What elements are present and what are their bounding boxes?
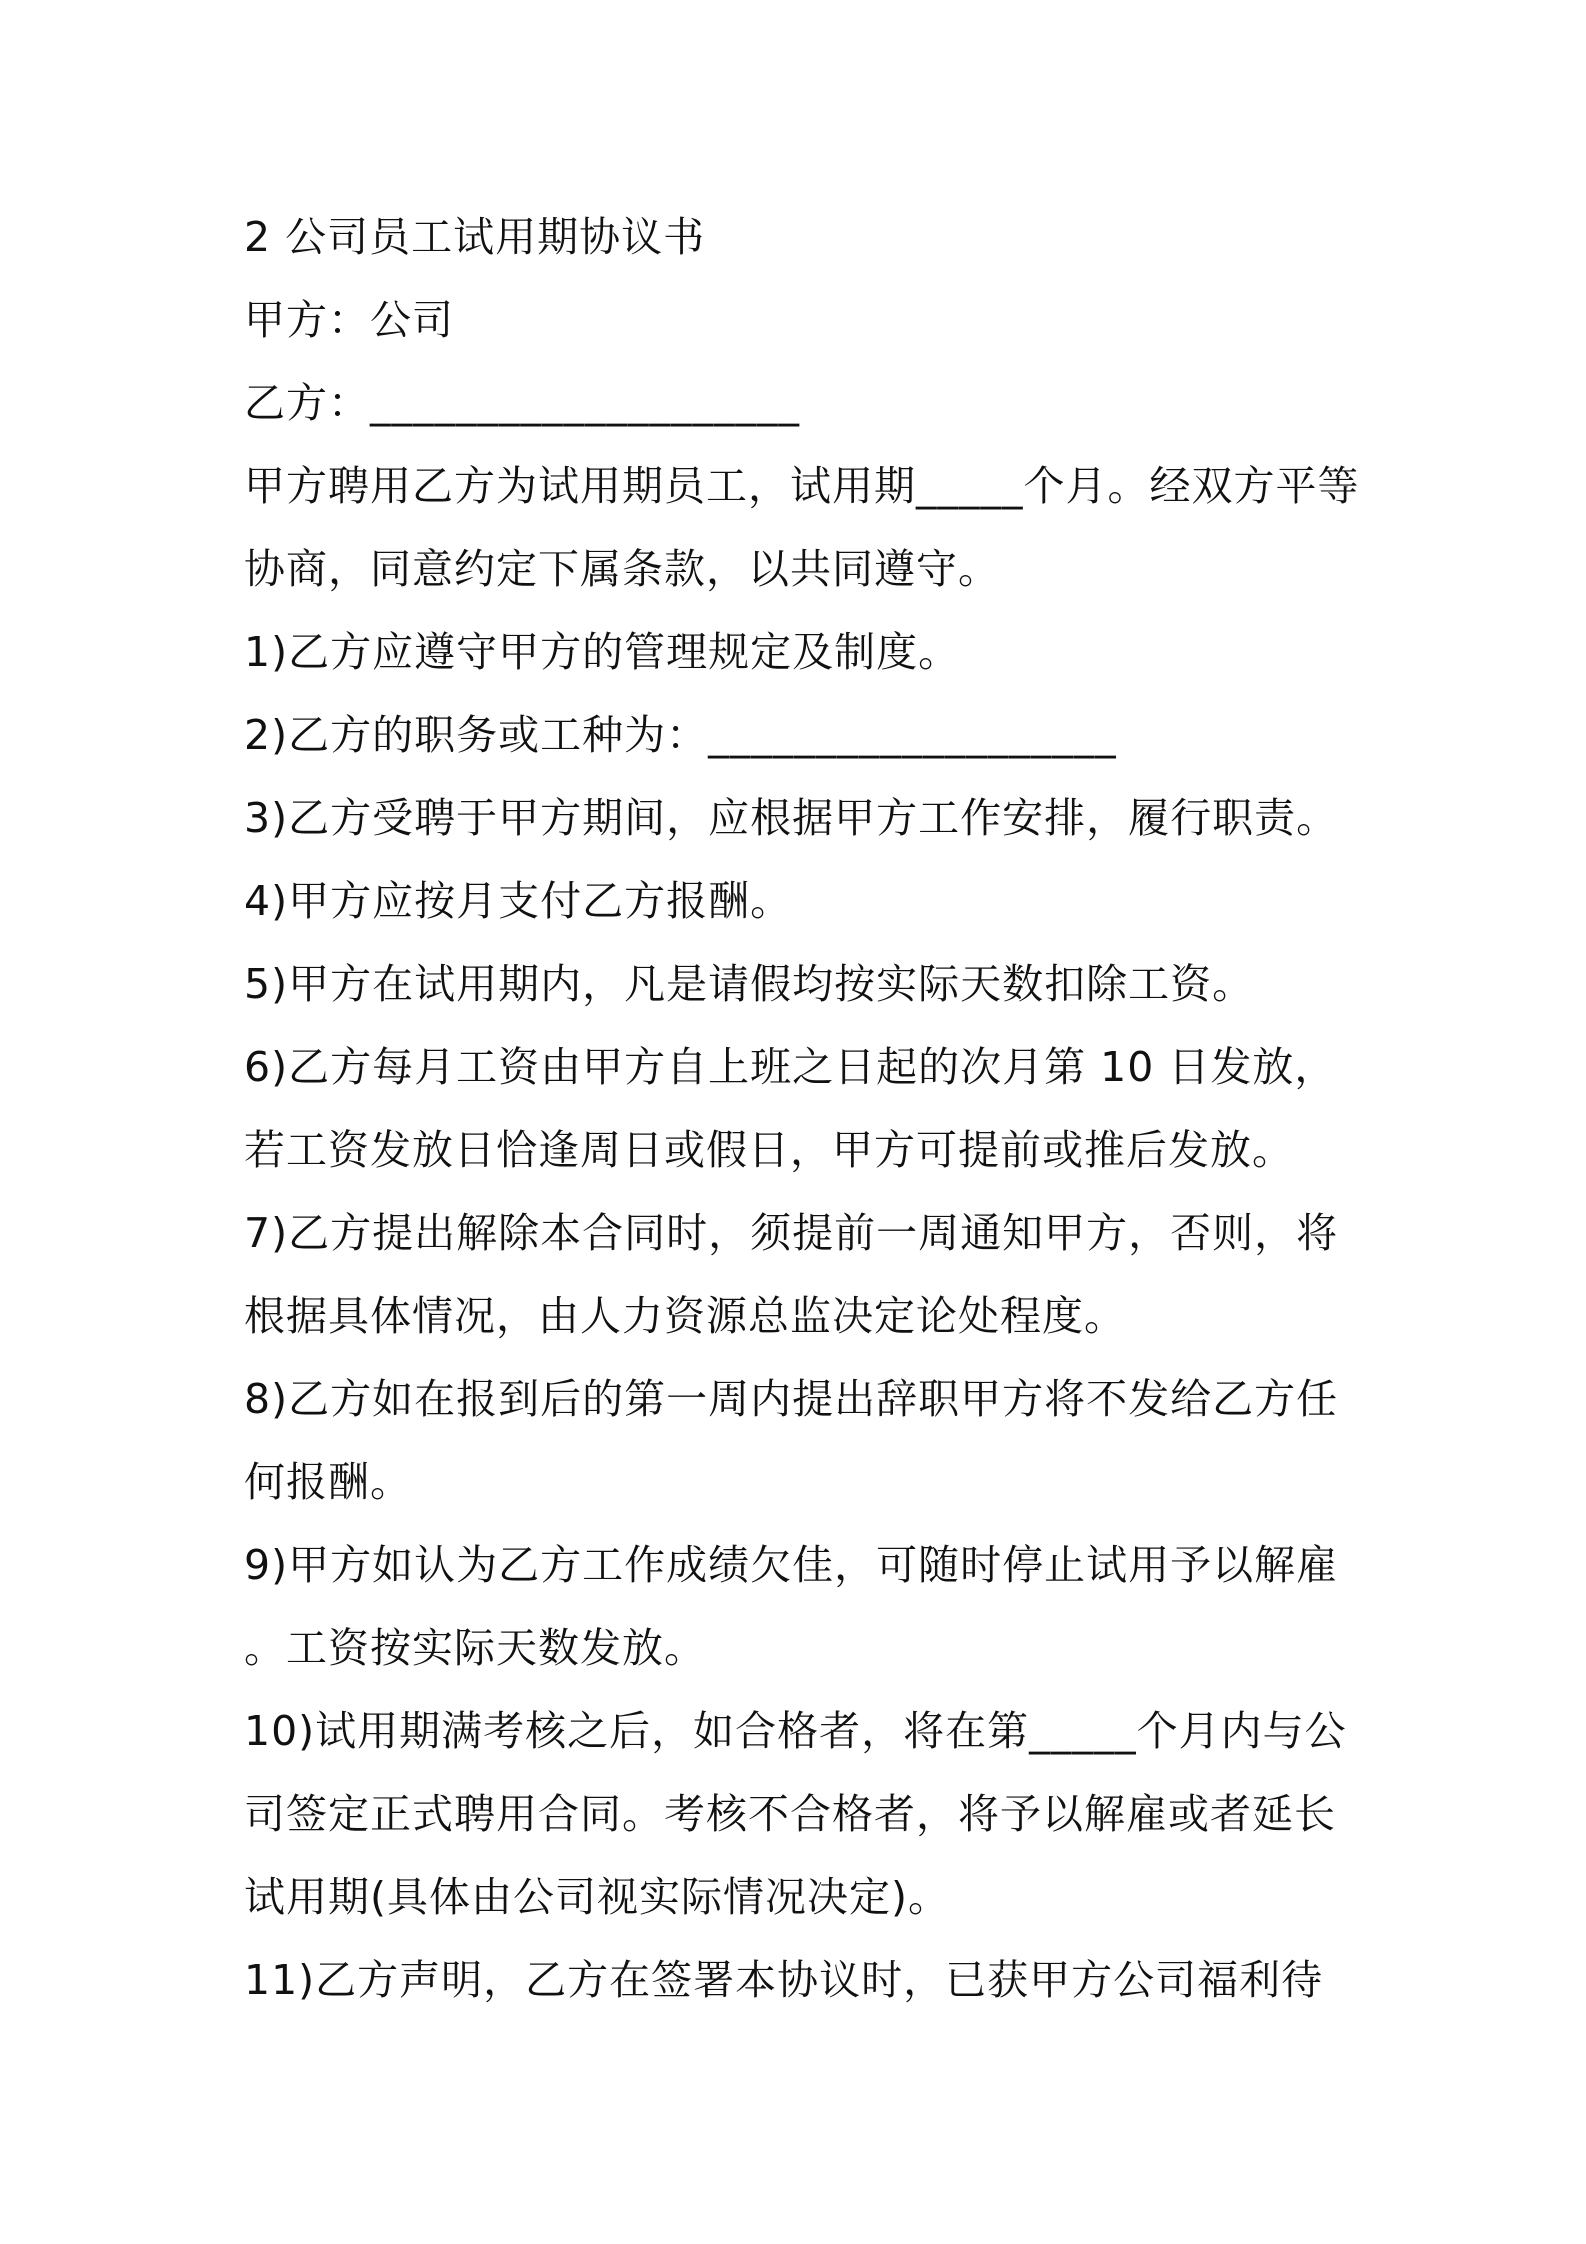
- clause-10-line: 试用期(具体由公司视实际情况决定)。: [244, 1873, 950, 1921]
- clause-4-line: 4)甲方应按月支付乙方报酬。: [244, 877, 793, 925]
- clause-3-line: 3)乙方受聘于甲方期间，应根据甲方工作安排，履行职责。: [244, 794, 1339, 842]
- intro-line: 协商，同意约定下属条款，以共同遵守。: [244, 545, 1000, 593]
- clause-10-line: 司签定正式聘用合同。考核不合格者，将予以解雇或者延长: [244, 1790, 1336, 1838]
- clause-8-line: 何报酬。: [244, 1458, 412, 1506]
- clause-9-line: 。工资按实际天数发放。: [244, 1624, 706, 1672]
- clause-5-line: 5)甲方在试用期内，凡是请假均按实际天数扣除工资。: [244, 960, 1255, 1008]
- clause-7-line: 7)乙方提出解除本合同时，须提前一周通知甲方，否则，将: [244, 1209, 1339, 1257]
- document-body: [244, 196, 1359, 2022]
- clause-8-line: 8)乙方如在报到后的第一周内提出辞职甲方将不发给乙方任: [244, 1375, 1339, 1423]
- clause-6-line: 若工资发放日恰逢周日或假日，甲方可提前或推后发放。: [244, 1126, 1294, 1174]
- clause-9-line: 9)甲方如认为乙方工作成绩欠佳，可随时停止试用予以解雇: [244, 1541, 1339, 1589]
- intro-line: 甲方聘用乙方为试用期员工，试用期_____个月。经双方平等: [244, 462, 1360, 510]
- clause-6-line: 6)乙方每月工资由甲方自上班之日起的次月第 10 日发放，: [244, 1043, 1337, 1091]
- clause-10-line: 10)试用期满考核之后，如合格者，将在第_____个月内与公: [244, 1707, 1347, 1755]
- party-a-line: 甲方：公司: [244, 296, 454, 344]
- clause-11-line: 11)乙方声明，乙方在签署本协议时，已获甲方公司福利待: [244, 1956, 1324, 2004]
- clause-2-line: 2)乙方的职务或工种为：___________________: [244, 711, 1117, 759]
- document-title: 2 公司员工试用期协议书: [244, 213, 706, 261]
- clause-7-line: 根据具体情况，由人力资源总监决定论处程度。: [244, 1292, 1126, 1340]
- clause-1-line: 1)乙方应遵守甲方的管理规定及制度。: [244, 628, 961, 676]
- party-b-line: 乙方：____________________: [244, 379, 800, 427]
